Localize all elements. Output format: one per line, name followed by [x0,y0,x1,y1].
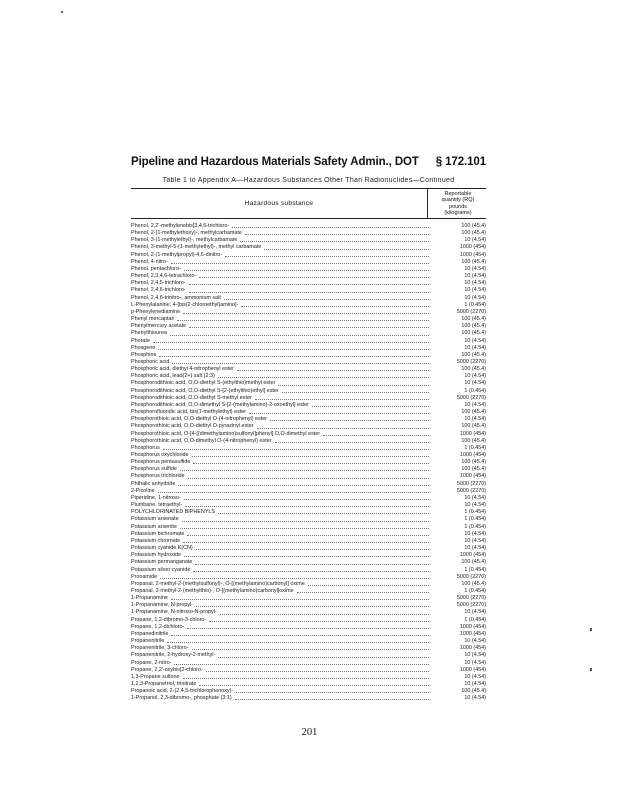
reportable-quantity: 10 (4.54) [464,695,486,702]
reportable-quantity: 10 (4.54) [464,545,486,552]
dot-leader [189,327,429,328]
dot-leader [224,299,429,300]
dot-leader [180,470,429,471]
reportable-quantity: 100 (45.4) [461,258,486,265]
dot-leader [275,442,429,443]
substance-name: Phenol, 2,4,5-trichloro- [131,280,186,287]
reportable-quantity: 10 (4.54) [464,287,486,294]
substance-name: Propanedinitrile [131,630,169,637]
dot-leader [196,606,429,607]
dot-leader [220,614,429,615]
dot-leader [178,485,429,486]
reportable-quantity: 100 (45.4) [461,437,486,444]
reportable-quantity: 1000 (454) [459,623,486,630]
table-row [131,466,486,473]
substance-name: Propane, 1,2-dibromo-3-chloro- [131,616,207,623]
dot-leader [170,335,429,336]
reportable-quantity: 10 (4.54) [464,280,486,287]
table-row [131,366,486,373]
dot-leader [323,435,429,436]
reportable-quantity: 100 (45.4) [461,559,486,566]
reportable-quantity: 10 (4.54) [464,673,486,680]
dot-leader [192,649,429,650]
reportable-quantity: 10 (4.54) [464,294,486,301]
table-row [131,388,486,395]
substance-name: Phenol, 3-(1-methylethyl)-, methylcarbamate [131,237,238,244]
dot-leader [249,413,429,414]
reportable-quantity: 1 (0.454) [464,509,486,516]
table-row [131,602,486,609]
hazardous-substances-table [131,223,486,702]
table-row [131,552,486,559]
table-row [131,688,486,695]
reportable-quantity: 1000 (454) [459,430,486,437]
table-row [131,638,486,645]
reportable-quantity: 100 (45.4) [461,223,486,229]
reportable-quantity: 10 (4.54) [464,530,486,537]
dot-leader [160,578,429,579]
table-row [131,244,486,251]
substance-name: Phenylthiourea [131,330,167,337]
dot-leader [218,513,429,514]
substance-name: Phenylmercury acetate [131,323,187,330]
table-row [131,674,486,681]
table-row [131,280,486,287]
reportable-quantity: 100 (45.4) [461,580,486,587]
substance-name: Phosphorus oxychloride [131,452,189,458]
table-row [131,559,486,566]
reportable-quantity: 1 (0.454) [464,301,486,308]
table-row [131,495,486,502]
dot-leader [218,377,429,378]
reportable-quantity: 10 (4.54) [464,537,486,544]
reportable-quantity: 10 (4.54) [464,681,486,687]
substance-name: Phosphorofluoridic acid, bis(1-methylethyl) ester [131,409,247,416]
table-row [131,531,486,538]
reportable-quantity: 5000 (2270) [456,308,486,315]
substance-name: Propane, 2,2'-oxybis[2-chloro- [131,666,203,673]
dot-leader [183,313,429,314]
dot-leader [236,692,429,693]
substance-name: Potassium arsenate [131,516,179,523]
table-row [131,624,486,631]
table-row [131,309,486,316]
header-bottom-rule [131,218,486,219]
reportable-quantity: 1000 (454) [459,645,486,652]
table-row [131,481,486,488]
dot-leader [257,428,429,429]
reportable-quantity: 1000 (454) [459,244,486,251]
substance-name: Phosphorodithioic acid, O,O-diethyl S-[2-(ethylthio)ethyl] ester [131,387,279,394]
table-row [131,266,486,273]
dot-leader [232,227,429,228]
reportable-quantity: 5000 (2270) [456,394,486,401]
dot-leader [185,506,429,507]
substance-name: 1,2,3-Propanetriol, trinitrate [131,681,197,687]
dot-leader [171,599,429,600]
reportable-quantity: 100 (45.4) [461,351,486,358]
dot-leader [193,463,429,464]
substance-name: Propanal, 2-methyl-2-(methylsulfonyl)-, O-[(methylamino)carbonyl] oxime [131,580,305,587]
substance-name: Phenol, pentachloro- [131,265,181,272]
table-row [131,402,486,409]
dot-leader [199,277,429,278]
reportable-quantity: 100 (45.4) [461,316,486,323]
table-row [131,538,486,545]
table-row [131,681,486,688]
table-row [131,609,486,616]
column-divider [427,188,428,218]
table-row [131,338,486,345]
dot-leader [192,456,429,457]
dot-leader [187,535,429,536]
dot-leader [196,549,429,550]
table-row [131,230,486,237]
substance-name: Phenol, 2,4,6-trinitro-, ammonium salt [131,294,221,301]
reportable-quantity: 100 (45.4) [461,423,486,430]
substance-name: 1-Propanamine [131,595,168,602]
substance-name: Phosphoric acid, lead(2+) salt (2:3) [131,373,215,380]
substance-name: Phenol, 3-methyl-5-(1-methylethyl)-, methyl carbamate [131,244,262,251]
reportable-quantity: 1 (0.454) [464,523,486,530]
table-top-rule [131,188,486,189]
reportable-quantity: 5000 (2270) [456,573,486,580]
table-row [131,438,486,445]
substance-name: Phenol, 2-(1-methylpropyl)-4,6-dinitro- [131,251,223,258]
table-row [131,695,486,702]
substance-name: POLYCHLORINATED BIPHENYLS [131,509,215,516]
dot-leader [159,356,429,357]
reportable-quantity: 1000 (454) [459,666,486,673]
substance-name: Potassium hydroxide [131,552,182,559]
reportable-quantity: 10 (4.54) [464,237,486,244]
rq-header-line: quantity (RQ) [441,197,475,204]
reportable-quantity: 10 (4.54) [464,373,486,380]
running-header [131,156,486,168]
table-row [131,595,486,602]
dot-leader [167,642,429,643]
dot-leader [193,571,429,572]
substance-name: Plumbane, tetraethyl- [131,502,183,509]
table-row [131,516,486,523]
substance-name: Phenol, 4-nitro- [131,258,168,265]
dot-leader [189,292,429,293]
substance-name: Phosphorothioic acid, O,O-diethyl O-(4-nitrophenyl) ester [131,416,268,423]
reportable-quantity: 5000 (2270) [456,595,486,602]
reportable-quantity: 10 (4.54) [464,416,486,423]
substance-name: Phosphorothioic acid, O,O-dimethyl O-(4-nitrophenyl) ester [131,437,272,444]
substance-name: p-Phenylenediamine [131,308,181,315]
table-row [131,502,486,509]
table-row [131,445,486,452]
table-row [131,581,486,588]
substance-name: Phenol, 2,2'-methylenebis[3,4,6-trichloro- [131,223,230,229]
substance-name: Propanenitrile [131,638,165,645]
dot-leader [264,249,429,250]
substance-name: Potassium arsenite [131,523,177,530]
table-row [131,223,486,230]
substance-name: Propanenitrile, 2-hydroxy-2-methyl- [131,652,216,659]
dot-leader [206,671,429,672]
reportable-quantity: 1 (0.454) [464,566,486,573]
substance-name: Phosphorus pentasulfide [131,459,191,466]
table-row [131,660,486,667]
reportable-quantity: 10 (4.54) [464,652,486,659]
substance-name: 1,3-Propane sultone [131,673,180,680]
table-row [131,452,486,459]
table-row [131,373,486,380]
table-row [131,488,486,495]
reportable-quantity: 5000 (2270) [456,480,486,487]
dot-leader [158,349,429,350]
dot-leader [209,621,429,622]
table-row [131,588,486,595]
dot-leader [158,492,429,493]
dot-leader [187,628,429,629]
substance-name: Phosphorothioic acid, O,O-diethyl O-pyrazinyl ester [131,423,254,430]
dot-leader [184,499,429,500]
reportable-quantity: 100 (45.4) [461,230,486,237]
reportable-quantity: 5000 (2270) [456,487,486,494]
table-row [131,416,486,423]
substance-name: Phenol, 2,3,4,6-tetrachloro- [131,273,197,280]
dot-leader [312,406,429,407]
dot-leader [195,564,429,565]
table-row [131,295,486,302]
dot-leader [241,306,429,307]
dot-leader [270,420,429,421]
table-row [131,567,486,574]
table-row [131,380,486,387]
reportable-quantity: 100 (45.4) [461,323,486,330]
dot-leader [172,363,429,364]
table-row [131,302,486,309]
reportable-quantity: 1000 (454) [459,251,486,258]
dot-leader [171,263,429,264]
reportable-quantity: 10 (4.54) [464,337,486,344]
substance-name: Phosphorus [131,444,160,451]
table-row [131,524,486,531]
page-number: 201 [301,727,318,738]
table-row [131,631,486,638]
reportable-quantity: 100 (45.4) [461,459,486,466]
substance-name: Phosphorus trichloride [131,473,185,480]
table-row [131,330,486,337]
dot-leader [225,256,429,257]
reportable-quantity: 10 (4.54) [464,344,486,351]
reportable-quantity: 10 (4.54) [464,265,486,272]
header-section: § 172.101 [435,156,486,168]
reportable-quantity: 5000 (2270) [456,602,486,609]
reportable-quantity: 1000 (454) [459,452,486,458]
substance-name: Phosphine [131,351,157,358]
margin-mark [590,668,592,671]
substance-name: 1-Propanol, 2,3-dibromo-, phosphate (3:1) [131,695,232,702]
dot-leader [171,635,429,636]
dot-leader [184,556,429,557]
dot-leader [218,657,429,658]
reportable-quantity: 100 (45.4) [461,330,486,337]
reportable-quantity: 10 (4.54) [464,502,486,509]
substance-name: Phosphoric acid, diethyl 4-nitrophenyl ester [131,366,235,373]
reportable-quantity: 100 (45.4) [461,466,486,473]
table-row [131,645,486,652]
substance-name: Phenyl mercaptan [131,316,175,323]
margin-mark [590,628,592,631]
substance-name: Propane, 2-nitro- [131,659,172,666]
reportable-quantity: 10 (4.54) [464,659,486,666]
dot-leader [180,528,429,529]
table-caption: Table 1 to Appendix A—Hazardous Substances Other Than Radionuclides—Continued [162,177,455,184]
substance-name: Phenol, 2-(1-methylethoxy)-, methylcarbamate [131,230,242,237]
table-row [131,237,486,244]
substance-name: Phenol, 2,4,6-trichloro- [131,287,186,294]
reportable-quantity: 10 (4.54) [464,638,486,645]
reportable-quantity: 1 (0.454) [464,387,486,394]
table-row [131,252,486,259]
reportable-quantity: 10 (4.54) [464,609,486,616]
substance-name: 1-Propanamine, N-propyl- [131,602,194,609]
reportable-quantity: 1000 (454) [459,473,486,480]
dot-leader [153,342,429,343]
table-row [131,545,486,552]
table-row [131,409,486,416]
substance-name: 2-Picoline [131,487,155,494]
reportable-quantity: 1 (0.454) [464,587,486,594]
table-row [131,617,486,624]
reportable-quantity: 100 (45.4) [461,688,486,695]
reportable-quantity: 100 (45.4) [461,366,486,373]
reportable-quantity: 10 (4.54) [464,273,486,280]
table-row [131,359,486,366]
substance-name: Phosphorodithioic acid, O,O-dimethyl S-[2-(methylamino)-2-oxoethyl] ester [131,401,309,408]
dot-leader [240,241,429,242]
dot-leader [188,478,429,479]
substance-name: Potassium permanganate [131,559,193,566]
reportable-quantity: 1 (0.454) [464,444,486,451]
dot-leader [297,592,429,593]
substance-name: Phosphorodithioic acid, O,O-diethyl S-(ethylthio)methyl ester [131,380,276,387]
table-row [131,287,486,294]
table-row [131,323,486,330]
dot-leader [183,542,429,543]
substance-name: Phosphorus sulfide [131,466,177,473]
dot-leader [278,385,429,386]
dot-leader [308,585,429,586]
table-row [131,352,486,359]
reportable-quantity: 1000 (454) [459,630,486,637]
column-header-rq [430,191,486,217]
table-row [131,259,486,266]
table-row [131,473,486,480]
table-row [131,316,486,323]
dot-leader [184,270,429,271]
substance-name: Propanal, 2-methyl-2-(methylthio)-, O-[(methylamino)carbonyl]oxime [131,587,294,594]
table-row [131,459,486,466]
substance-name: Potassium silver cyanide [131,566,191,573]
table-row [131,667,486,674]
dot-leader [255,399,429,400]
reportable-quantity: 10 (4.54) [464,380,486,387]
rq-header-line: pounds [448,203,468,210]
rq-header-line: (kilograms) [444,210,472,217]
table-row [131,652,486,659]
reportable-quantity: 10 (4.54) [464,494,486,501]
header-title: Pipeline and Hazardous Materials Safety Admin., DOT [131,156,419,168]
substance-name: Phosphorodithioic acid, O,O-diethyl S-methyl ester [131,394,252,401]
substance-name: L-Phenylalanine, 4-[bis(2-chloroethyl)amino]- [131,301,239,308]
substance-name: Phorate [131,337,150,344]
dot-leader [199,685,429,686]
substance-name: Propanenitrile, 3-chloro- [131,645,189,652]
substance-name: Phthalic anhydride [131,480,176,487]
dot-leader [174,664,429,665]
reportable-quantity: 100 (45.4) [461,409,486,416]
dot-leader [235,699,429,700]
substance-name: Pronamide [131,573,158,580]
table-row [131,395,486,402]
table-row [131,509,486,516]
table-row [131,423,486,430]
reportable-quantity: 10 (4.54) [464,401,486,408]
dot-leader [245,234,429,235]
table-row [131,431,486,438]
table-row [131,273,486,280]
reportable-quantity: 1 (0.454) [464,616,486,623]
substance-name: Potassium bichromate [131,530,185,537]
table-row [131,574,486,581]
substance-name: Propanoic acid, 2-(2,4,5-trichlorophenoxy)- [131,688,234,695]
substance-name: Piperidine, 1-nitroso- [131,494,181,501]
dot-leader [183,678,429,679]
substance-name: 1-Propanamine, N-nitroso-N-propyl- [131,609,217,616]
column-header-substance: Hazardous substance [244,200,314,207]
substance-name: Potassium chromate [131,537,181,544]
substance-name: Potassium cyanide K(CN) [131,545,193,552]
dot-leader [163,449,429,450]
reportable-quantity: 1 (0.454) [464,516,486,523]
reportable-quantity: 1000 (454) [459,552,486,559]
dot-leader [282,392,429,393]
reportable-quantity: 5000 (2270) [456,358,486,365]
dot-leader [189,284,429,285]
substance-name: Phosgene [131,344,156,351]
substance-name: Phosphorothioic acid, O-[4-[(dimethylamino)sulfonyl]phenyl] O,O-dimethyl ester [131,430,321,437]
dot-leader [182,521,429,522]
table-row [131,345,486,352]
substance-name: Phosphoric acid [131,358,170,365]
dot-leader [177,320,429,321]
substance-name: Propane, 1,2-dichloro- [131,623,185,630]
dot-leader [237,370,429,371]
rq-header-line: Reportable [444,191,472,197]
